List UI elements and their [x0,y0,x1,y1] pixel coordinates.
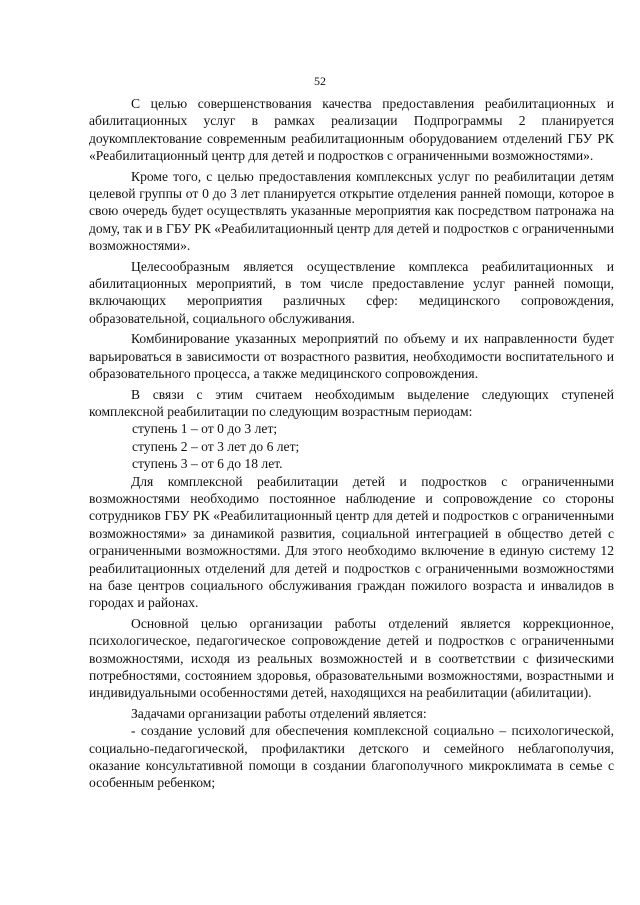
stage-1-item: ступень 1 – от 0 до 3 лет; [132,421,278,437]
stage-3-item: ступень 3 – от 6 до 18 лет. [132,456,283,472]
paragraph-combination: Комбинирование указанных мероприятий по объему и их направленности будет варьироваться в зависимости от возрастного развития, необходимости воспитательного и образовательного процесса, а также медицинского сопровождения. [89,331,614,382]
document-body [89,95,614,792]
paragraph-equipment: С целью совершенствования качества предоставления реабилитационных и абилитационных услуг в рамках реализации Подпрограммы 2 планируется доукомплектование современным реабилитационным оборудованием отделений ГБУ РК «Реабилитационный центр для детей и подростков с ограниченными возможностями». [89,96,614,164]
paragraph-tasks-heading: Задачами организации работы отделений является: [131,705,427,721]
paragraph-stages-intro: В связи с этим считаем необходимым выделение следующих ступеней комплексной реабилитации по следующим возрастным периодам: [89,386,614,419]
paragraph-monitoring: Для комплексной реабилитации детей и подростков с ограниченными возможностями необходимо постоянное наблюдение и сопровождение со стороны сотрудников ГБУ РК «Реабилитационный центр для детей и подростков с ограниченными возможностями» за динамикой развития, социальной интеграцией в общество детей с ограниченными возможностями. Для этого необходимо включение в единую систему 12 реабилитационных отделений для детей и подростков с ограниченными возможностями на базе центров социального обслуживания граждан пожилого возраста и инвалидов в городах и районах. [89,473,614,611]
stage-2-item: ступень 2 – от 3 лет до 6 лет; [132,438,300,454]
page-number: 52 [314,74,326,88]
paragraph-task-1: - создание условий для обеспечения комплексной социально – психологической, социально-педагогической, профилактики детского и семейного неблагополучия, оказание консультативной помощи в создании благополучного микроклимата в семье с особенным ребенком; [89,723,614,791]
paragraph-complex-measures: Целесообразным является осуществление комплекса реабилитационных и абилитационных мероприятий, в том числе предоставление услуг ранней помощи, включающих мероприятия различных сфер: медицинского сопровождения, образовательной, социального обслуживания. [89,258,614,326]
paragraph-early-help: Кроме того, с целью предоставления комплексных услуг по реабилитации детям целевой группы от 0 до 3 лет планируется открытие отделения ранней помощи, которое в свою очередь будет осуществлять указанные мероприятия как посредством патронажа на дому, так и в ГБУ РК «Реабилитационный центр для детей и подростков с ограниченными возможностями». [89,168,614,254]
paragraph-main-goal: Основной целью организации работы отделений является коррекционное, психологическое, педагогическое сопровождение детей и подростков с ограниченными возможностями, исходя из реальных возможностей и в соответствии с физическими потребностями, состоянием здоровья, образовательными возможностями, возрастными и индивидуальными особенностями детей, находящихся на реабилитации (абилитации). [89,615,614,701]
